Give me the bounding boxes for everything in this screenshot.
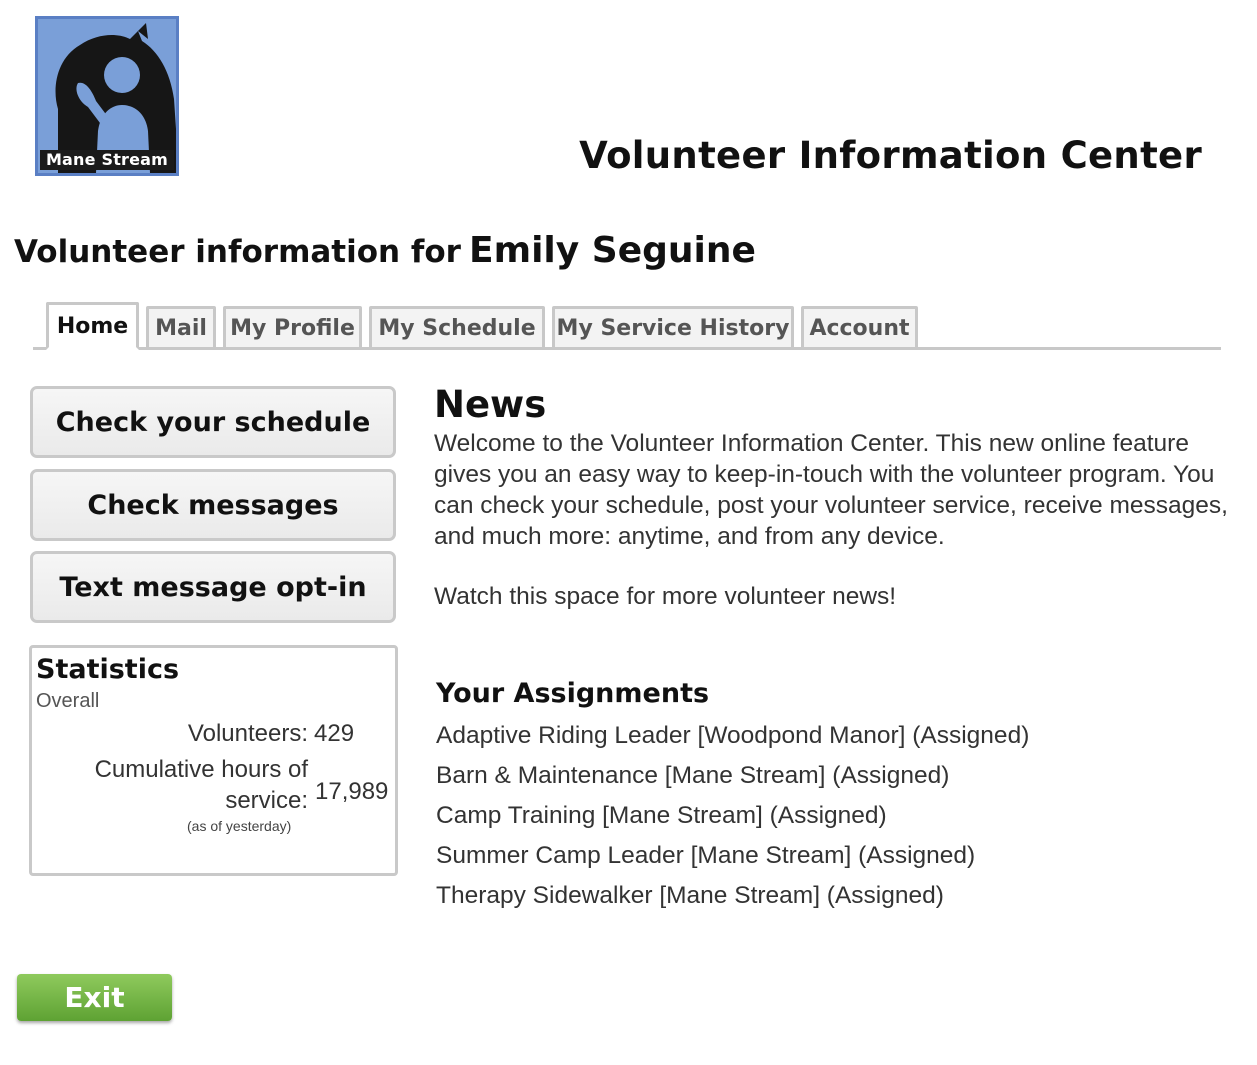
hours-label-line2: service: (225, 787, 308, 814)
tab-home[interactable]: Home (46, 302, 139, 350)
assignment-item: Therapy Sidewalker [Mane Stream] (Assigned) (436, 882, 944, 909)
statistics-title: Statistics (36, 654, 180, 685)
assignment-item: Adaptive Riding Leader [Woodpond Manor] (Assigned) (436, 722, 1030, 749)
hours-label-line1: Cumulative hours of (94, 756, 308, 783)
tab-mail[interactable]: Mail (146, 306, 216, 350)
exit-button[interactable]: Exit (17, 974, 172, 1021)
assignment-item: Summer Camp Leader [Mane Stream] (Assigned) (436, 842, 976, 869)
logo-text: Mane Stream (40, 150, 174, 170)
volunteers-label: Volunteers: (187, 720, 308, 747)
mane-stream-logo (35, 16, 179, 176)
tab-my-service-history[interactable]: My Service History (552, 306, 794, 350)
statistics-panel (29, 645, 398, 876)
assignment-item: Camp Training [Mane Stream] (Assigned) (436, 802, 887, 829)
tab-my-profile[interactable]: My Profile (223, 306, 362, 350)
news-title: News (434, 383, 547, 426)
tab-my-schedule[interactable]: My Schedule (369, 306, 545, 350)
news-body-text: Welcome to the Volunteer Information Center. This new online feature gives you an easy way to keep-in-touch with the volunteer program. You can check your schedule, post your volunteer service, receive messages, and much more: anytime, and from any device. (434, 430, 1228, 550)
statistics-subtitle: Overall (36, 690, 100, 712)
statistics-note: (as of yesterday) (187, 818, 292, 834)
hours-value: 17,989 (315, 778, 389, 805)
assignments-list (436, 720, 1029, 920)
volunteer-heading-prefix: Volunteer information for (14, 234, 461, 270)
assignments-title: Your Assignments (436, 678, 710, 709)
news-body (434, 428, 1234, 552)
volunteers-value: 429 (314, 720, 355, 747)
volunteer-name: Emily Seguine (468, 230, 756, 271)
check-messages-button[interactable]: Check messages (30, 469, 396, 541)
news-watch-text: Watch this space for more volunteer news! (434, 583, 897, 610)
tab-account[interactable]: Account (801, 306, 918, 350)
assignment-item: Barn & Maintenance [Mane Stream] (Assigned) (436, 762, 950, 789)
app-title: Volunteer Information Center (579, 134, 1202, 177)
text-message-optin-button[interactable]: Text message opt-in (30, 551, 396, 623)
volunteer-heading (14, 230, 756, 271)
tab-bar (33, 299, 1221, 350)
check-schedule-button[interactable]: Check your schedule (30, 386, 396, 458)
